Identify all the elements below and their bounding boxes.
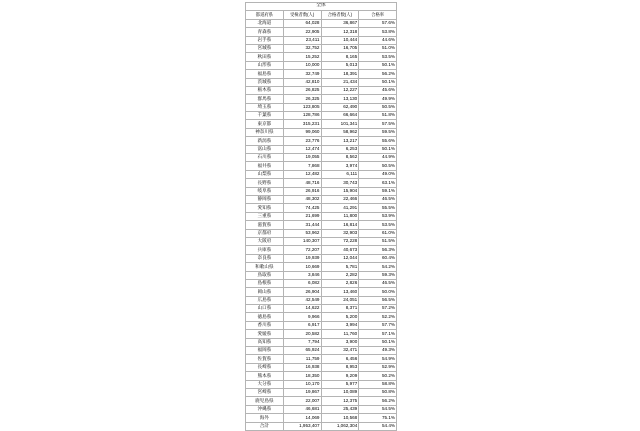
table-row	[246, 221, 397, 229]
cell-applicants: 48,716	[283, 179, 321, 187]
cell-prefecture: 宮崎県	[246, 388, 284, 396]
cell-passers: 10,568	[321, 414, 359, 422]
cell-rate: 50.5%	[359, 103, 397, 111]
total-cell-applicants: 1,953,407	[283, 422, 321, 430]
cell-rate: 60.4%	[359, 254, 397, 262]
cell-prefecture: 福岡県	[246, 347, 284, 355]
cell-prefecture: 宮城県	[246, 44, 284, 52]
cell-passers: 5,200	[321, 313, 359, 321]
cell-rate: 55.5%	[359, 204, 397, 212]
cell-passers: 13,460	[321, 288, 359, 296]
table-row	[246, 120, 397, 128]
cell-prefecture: 広島県	[246, 296, 284, 304]
cell-prefecture: 徳島県	[246, 313, 284, 321]
cell-passers: 30,743	[321, 179, 359, 187]
cell-rate: 49.9%	[359, 95, 397, 103]
cell-passers: 8,562	[321, 154, 359, 162]
table-row	[246, 78, 397, 86]
cell-prefecture: 京都府	[246, 229, 284, 237]
cell-applicants: 21,699	[283, 212, 321, 220]
table-row	[246, 305, 397, 313]
cell-prefecture: 富山県	[246, 145, 284, 153]
cell-prefecture: 愛知県	[246, 204, 284, 212]
column-header-prefecture: 都道府県	[246, 11, 284, 19]
cell-rate: 59.3%	[359, 271, 397, 279]
cell-applicants: 31,444	[283, 221, 321, 229]
cell-rate: 50.8%	[359, 388, 397, 396]
cell-prefecture: 福井県	[246, 162, 284, 170]
cell-applicants: 15,252	[283, 53, 321, 61]
table-row	[246, 28, 397, 36]
cell-applicants: 10,170	[283, 380, 321, 388]
cell-applicants: 315,231	[283, 120, 321, 128]
cell-applicants: 48,302	[283, 195, 321, 203]
cell-applicants: 23,411	[283, 36, 321, 44]
cell-rate: 46.5%	[359, 195, 397, 203]
table-row	[246, 70, 397, 78]
cell-applicants: 72,207	[283, 246, 321, 254]
table-row	[246, 179, 397, 187]
table-row	[246, 405, 397, 413]
cell-passers: 13,130	[321, 95, 359, 103]
cell-passers: 13,217	[321, 137, 359, 145]
cell-rate: 50.2%	[359, 372, 397, 380]
cell-applicants: 18,350	[283, 372, 321, 380]
cell-passers: 8,165	[321, 53, 359, 61]
cell-rate: 63.1%	[359, 179, 397, 187]
cell-applicants: 46,681	[283, 405, 321, 413]
cell-rate: 53.9%	[359, 212, 397, 220]
cell-rate: 51.0%	[359, 44, 397, 52]
cell-prefecture: 大分県	[246, 380, 284, 388]
cell-rate: 57.2%	[359, 305, 397, 313]
cell-applicants: 3,846	[283, 271, 321, 279]
cell-passers: 5,781	[321, 263, 359, 271]
cell-rate: 45.6%	[359, 86, 397, 94]
cell-applicants: 23,776	[283, 137, 321, 145]
cell-passers: 3,974	[321, 162, 359, 170]
table-row	[246, 263, 397, 271]
cell-prefecture: 北海道	[246, 19, 284, 27]
cell-rate: 50.1%	[359, 78, 397, 86]
cell-rate: 50.5%	[359, 162, 397, 170]
cell-prefecture: 新潟県	[246, 137, 284, 145]
cell-prefecture: 愛媛県	[246, 330, 284, 338]
table-row	[246, 170, 397, 178]
cell-applicants: 14,069	[283, 414, 321, 422]
cell-passers: 8,371	[321, 305, 359, 313]
cell-rate: 56.2%	[359, 397, 397, 405]
cell-rate: 50.1%	[359, 61, 397, 69]
column-header-applicants: 受検者数(人)	[283, 11, 321, 19]
cell-passers: 32,903	[321, 229, 359, 237]
cell-applicants: 32,749	[283, 70, 321, 78]
table-caption: 全体	[246, 3, 397, 11]
table-row	[246, 36, 397, 44]
cell-passers: 66,664	[321, 112, 359, 120]
table-row	[246, 372, 397, 380]
table-row	[246, 363, 397, 371]
cell-prefecture: 沖縄県	[246, 405, 284, 413]
table-row	[246, 137, 397, 145]
table-row	[246, 128, 397, 136]
cell-passers: 8,953	[321, 363, 359, 371]
cell-applicants: 26,904	[283, 288, 321, 296]
cell-applicants: 26,916	[283, 187, 321, 195]
table-row	[246, 347, 397, 355]
cell-prefecture: 神奈川県	[246, 128, 284, 136]
column-header-rate: 合格率	[359, 11, 397, 19]
table-row	[246, 380, 397, 388]
cell-prefecture: 長崎県	[246, 363, 284, 371]
table-row	[246, 246, 397, 254]
cell-passers: 40,673	[321, 246, 359, 254]
table-row	[246, 229, 397, 237]
table-row	[246, 112, 397, 120]
cell-rate: 52.9%	[359, 363, 397, 371]
cell-rate: 61.0%	[359, 229, 397, 237]
cell-prefecture: 鳥取県	[246, 271, 284, 279]
cell-passers: 15,904	[321, 187, 359, 195]
cell-prefecture: 鹿児島県	[246, 397, 284, 405]
cell-passers: 24,051	[321, 296, 359, 304]
table-row	[246, 19, 397, 27]
cell-rate: 57.1%	[359, 330, 397, 338]
cell-applicants: 19,055	[283, 154, 321, 162]
cell-passers: 11,800	[321, 212, 359, 220]
cell-applicants: 26,325	[283, 95, 321, 103]
table-row	[246, 288, 397, 296]
table-header-row	[246, 11, 397, 19]
cell-applicants: 22,905	[283, 28, 321, 36]
total-cell-passers: 1,062,304	[321, 422, 359, 430]
cell-rate: 57.7%	[359, 321, 397, 329]
cell-prefecture: 青森県	[246, 28, 284, 36]
table-row	[246, 388, 397, 396]
table-row	[246, 237, 397, 245]
table-row	[246, 355, 397, 363]
table-caption-row	[246, 3, 397, 11]
cell-rate: 50.1%	[359, 145, 397, 153]
cell-rate: 59.5%	[359, 128, 397, 136]
cell-prefecture: 長野県	[246, 179, 284, 187]
table-row	[246, 254, 397, 262]
cell-rate: 59.1%	[359, 187, 397, 195]
table-row	[246, 321, 397, 329]
cell-applicants: 19,939	[283, 254, 321, 262]
cell-applicants: 22,007	[283, 397, 321, 405]
cell-rate: 54.9%	[359, 355, 397, 363]
table-row	[246, 271, 397, 279]
results-table	[245, 2, 397, 431]
cell-rate: 57.6%	[359, 19, 397, 27]
cell-passers: 6,253	[321, 145, 359, 153]
table-row	[246, 414, 397, 422]
cell-passers: 12,044	[321, 254, 359, 262]
cell-prefecture: 茨城県	[246, 78, 284, 86]
table-row	[246, 204, 397, 212]
total-cell-prefecture: 合計	[246, 422, 284, 430]
column-header-passers: 合格者数(人)	[321, 11, 359, 19]
cell-applicants: 7,794	[283, 338, 321, 346]
cell-rate: 49.0%	[359, 170, 397, 178]
table-body	[246, 3, 397, 431]
cell-applicants: 19,867	[283, 388, 321, 396]
cell-passers: 12,227	[321, 86, 359, 94]
cell-prefecture: 岡山県	[246, 288, 284, 296]
cell-passers: 36,867	[321, 19, 359, 27]
cell-applicants: 10,000	[283, 61, 321, 69]
cell-prefecture: 山形県	[246, 61, 284, 69]
cell-applicants: 42,549	[283, 296, 321, 304]
table-row	[246, 330, 397, 338]
table-row	[246, 53, 397, 61]
cell-rate: 53.8%	[359, 28, 397, 36]
cell-passers: 2,282	[321, 271, 359, 279]
cell-prefecture: 栃木県	[246, 86, 284, 94]
table-row	[246, 212, 397, 220]
cell-applicants: 14,622	[283, 305, 321, 313]
cell-prefecture: 奈良県	[246, 254, 284, 262]
cell-passers: 6,111	[321, 170, 359, 178]
cell-rate: 50.1%	[359, 338, 397, 346]
table-row	[246, 103, 397, 111]
cell-applicants: 64,028	[283, 19, 321, 27]
cell-passers: 9,209	[321, 372, 359, 380]
cell-passers: 21,434	[321, 78, 359, 86]
cell-passers: 5,977	[321, 380, 359, 388]
cell-passers: 22,466	[321, 195, 359, 203]
cell-prefecture: 香川県	[246, 321, 284, 329]
cell-applicants: 6,082	[283, 279, 321, 287]
table-row	[246, 195, 397, 203]
cell-passers: 6,456	[321, 355, 359, 363]
cell-applicants: 74,425	[283, 204, 321, 212]
cell-applicants: 123,805	[283, 103, 321, 111]
cell-rate: 44.9%	[359, 154, 397, 162]
cell-applicants: 128,786	[283, 112, 321, 120]
table-total-row	[246, 422, 397, 430]
cell-passers: 2,826	[321, 279, 359, 287]
cell-rate: 44.6%	[359, 36, 397, 44]
table-row	[246, 162, 397, 170]
cell-prefecture: 滋賀県	[246, 221, 284, 229]
cell-applicants: 11,759	[283, 355, 321, 363]
cell-applicants: 32,752	[283, 44, 321, 52]
cell-applicants: 42,810	[283, 78, 321, 86]
table-row	[246, 397, 397, 405]
cell-prefecture: 福島県	[246, 70, 284, 78]
cell-rate: 56.2%	[359, 70, 397, 78]
cell-applicants: 9,966	[283, 313, 321, 321]
cell-rate: 51.8%	[359, 112, 397, 120]
cell-passers: 12,375	[321, 397, 359, 405]
cell-rate: 58.8%	[359, 380, 397, 388]
cell-passers: 62,490	[321, 103, 359, 111]
cell-applicants: 140,307	[283, 237, 321, 245]
cell-applicants: 65,924	[283, 347, 321, 355]
cell-passers: 41,291	[321, 204, 359, 212]
cell-prefecture: 埼玉県	[246, 103, 284, 111]
cell-passers: 10,089	[321, 388, 359, 396]
table-row	[246, 187, 397, 195]
cell-applicants: 20,582	[283, 330, 321, 338]
cell-rate: 54.5%	[359, 405, 397, 413]
cell-prefecture: 山梨県	[246, 170, 284, 178]
cell-passers: 101,341	[321, 120, 359, 128]
cell-rate: 55.6%	[359, 137, 397, 145]
cell-prefecture: 島根県	[246, 279, 284, 287]
cell-passers: 11,760	[321, 330, 359, 338]
table-container	[245, 2, 397, 431]
cell-prefecture: 岐阜県	[246, 187, 284, 195]
cell-passers: 3,900	[321, 338, 359, 346]
total-cell-rate: 54.4%	[359, 422, 397, 430]
cell-rate: 46.5%	[359, 279, 397, 287]
cell-prefecture: 和歌山県	[246, 263, 284, 271]
cell-rate: 52.2%	[359, 313, 397, 321]
cell-rate: 54.2%	[359, 263, 397, 271]
cell-passers: 10,444	[321, 36, 359, 44]
cell-prefecture: 高知県	[246, 338, 284, 346]
cell-prefecture: 東京都	[246, 120, 284, 128]
table-row	[246, 154, 397, 162]
cell-rate: 56.5%	[359, 296, 397, 304]
cell-prefecture: 海外	[246, 414, 284, 422]
cell-applicants: 16,938	[283, 363, 321, 371]
cell-rate: 51.5%	[359, 237, 397, 245]
cell-applicants: 7,868	[283, 162, 321, 170]
cell-passers: 32,471	[321, 347, 359, 355]
cell-passers: 16,814	[321, 221, 359, 229]
cell-prefecture: 三重県	[246, 212, 284, 220]
cell-passers: 25,439	[321, 405, 359, 413]
cell-passers: 3,994	[321, 321, 359, 329]
cell-rate: 56.3%	[359, 246, 397, 254]
cell-applicants: 26,825	[283, 86, 321, 94]
cell-passers: 58,962	[321, 128, 359, 136]
cell-prefecture: 静岡県	[246, 195, 284, 203]
cell-passers: 5,013	[321, 61, 359, 69]
cell-rate: 75.1%	[359, 414, 397, 422]
table-row	[246, 44, 397, 52]
cell-prefecture: 山口県	[246, 305, 284, 313]
cell-prefecture: 千葉県	[246, 112, 284, 120]
cell-rate: 53.5%	[359, 53, 397, 61]
cell-applicants: 99,060	[283, 128, 321, 136]
cell-prefecture: 佐賀県	[246, 355, 284, 363]
cell-prefecture: 熊本県	[246, 372, 284, 380]
table-row	[246, 313, 397, 321]
cell-prefecture: 群馬県	[246, 95, 284, 103]
cell-rate: 50.0%	[359, 288, 397, 296]
cell-passers: 12,318	[321, 28, 359, 36]
cell-prefecture: 岩手県	[246, 36, 284, 44]
cell-applicants: 12,482	[283, 170, 321, 178]
cell-passers: 18,391	[321, 70, 359, 78]
cell-prefecture: 兵庫県	[246, 246, 284, 254]
cell-rate: 57.5%	[359, 120, 397, 128]
cell-applicants: 53,962	[283, 229, 321, 237]
table-row	[246, 86, 397, 94]
table-row	[246, 338, 397, 346]
cell-rate: 49.3%	[359, 347, 397, 355]
table-row	[246, 61, 397, 69]
table-row	[246, 279, 397, 287]
table-row	[246, 145, 397, 153]
table-row	[246, 95, 397, 103]
cell-applicants: 6,917	[283, 321, 321, 329]
cell-passers: 72,228	[321, 237, 359, 245]
cell-prefecture: 石川県	[246, 154, 284, 162]
cell-applicants: 12,474	[283, 145, 321, 153]
cell-applicants: 10,669	[283, 263, 321, 271]
cell-prefecture: 大阪府	[246, 237, 284, 245]
cell-passers: 16,705	[321, 44, 359, 52]
table-row	[246, 296, 397, 304]
cell-rate: 53.5%	[359, 221, 397, 229]
cell-prefecture: 秋田県	[246, 53, 284, 61]
